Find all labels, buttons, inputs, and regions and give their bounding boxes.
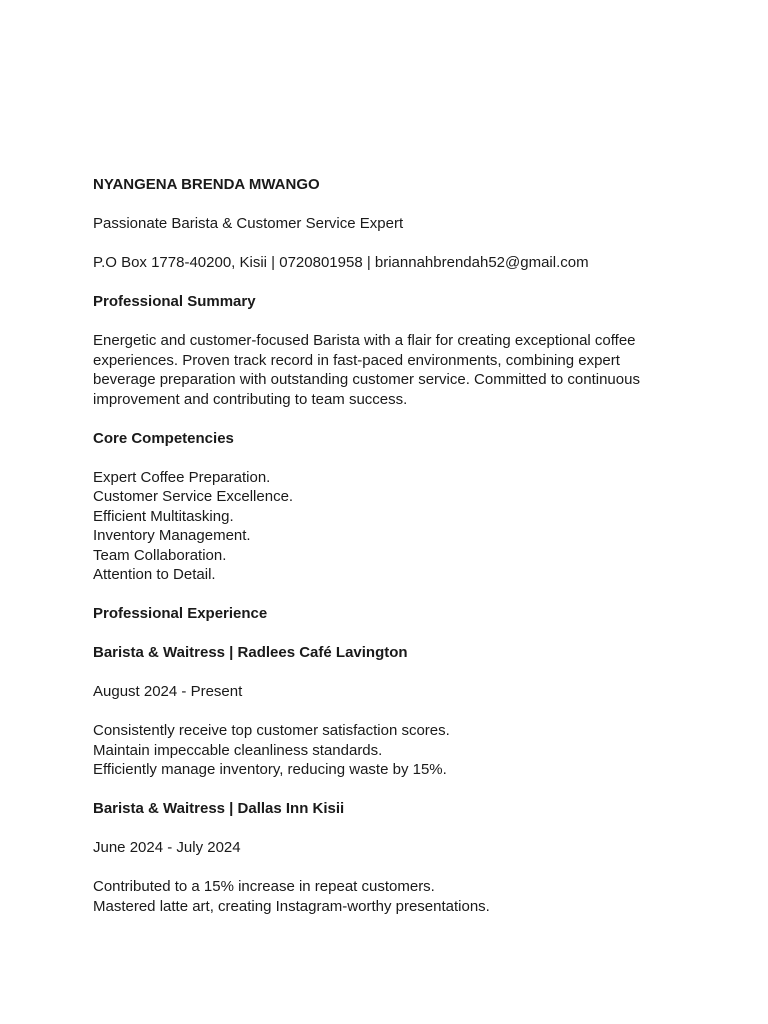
competency-item: Expert Coffee Preparation.: [93, 468, 271, 486]
job-dates: June 2024 - July 2024: [93, 839, 241, 856]
candidate-tagline: Passionate Barista & Customer Service Expert: [93, 215, 404, 232]
job-achievement: Maintain impeccable cleanliness standards.: [93, 741, 383, 759]
competency-item: Customer Service Excellence.: [93, 488, 294, 505]
job-entry: [93, 643, 693, 780]
competency-item: Efficient Multitasking.: [93, 507, 234, 525]
job-dates: August 2024 - Present: [93, 683, 243, 700]
job-entry: [93, 799, 693, 916]
competencies-list: [93, 468, 693, 585]
summary-line: beverage preparation with outstanding customer service. Committed to continuous: [93, 371, 640, 388]
job-achievement: Contributed to a 15% increase in repeat customers.: [93, 878, 435, 895]
resume-content: [93, 175, 693, 916]
summary-line: experiences. Proven track record in fast-paced environments, combining expert: [93, 351, 620, 369]
summary-line: improvement and contributing to team success.: [93, 390, 408, 408]
competency-item: Inventory Management.: [93, 527, 251, 544]
summary-paragraph: [93, 331, 693, 409]
job-achievement: Consistently receive top customer satisfaction scores.: [93, 722, 450, 739]
summary-heading: Professional Summary: [93, 293, 256, 310]
job-achievements: [93, 877, 693, 916]
job-achievements: [93, 721, 693, 780]
experience-heading: Professional Experience: [93, 605, 268, 622]
competency-item: Attention to Detail.: [93, 566, 216, 583]
contact-info: P.O Box 1778-40200, Kisii | 0720801958 | briannahbrendah52@gmail.com: [93, 254, 589, 271]
job-achievement: Efficiently manage inventory, reducing waste by 15%.: [93, 761, 447, 778]
job-title: Barista & Waitress | Radlees Café Lavington: [93, 644, 408, 661]
summary-line: Energetic and customer-focused Barista with a flair for creating exceptional coffee: [93, 332, 636, 349]
competencies-heading: Core Competencies: [93, 429, 234, 447]
job-title: Barista & Waitress | Dallas Inn Kisii: [93, 800, 345, 817]
candidate-name: NYANGENA BRENDA MWANGO: [93, 176, 320, 193]
job-achievement: Mastered latte art, creating Instagram-worthy presentations.: [93, 897, 490, 915]
competency-item: Team Collaboration.: [93, 546, 227, 564]
